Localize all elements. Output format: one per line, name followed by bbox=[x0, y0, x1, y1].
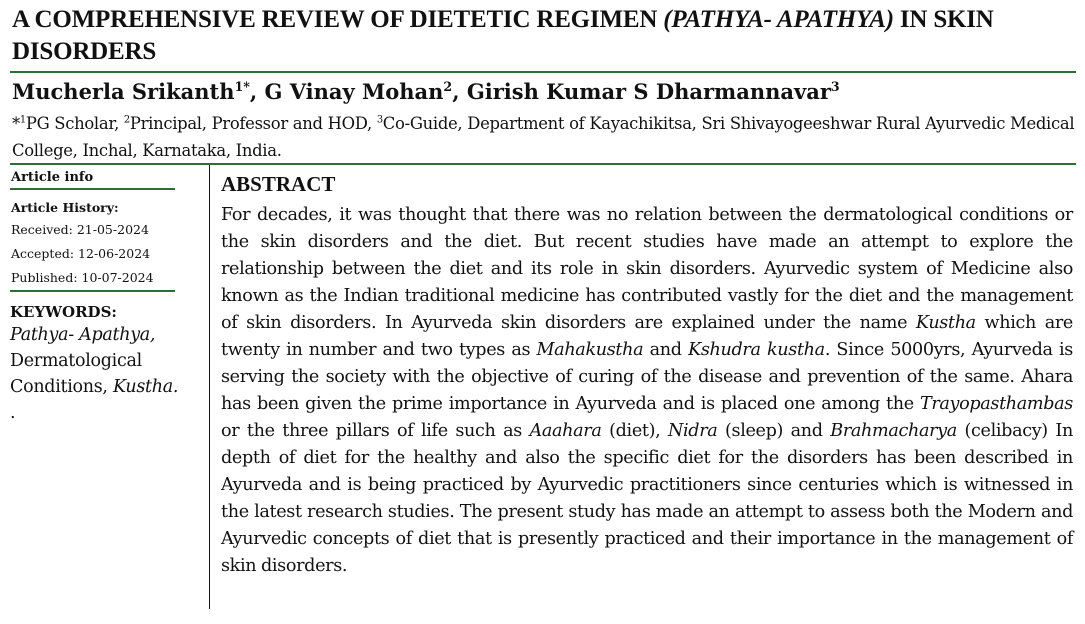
abstract-term: Kshudra kustha bbox=[688, 340, 825, 360]
article-history-heading: Article History: bbox=[11, 200, 119, 215]
article-info-heading: Article info bbox=[11, 170, 94, 185]
affiliation bbox=[12, 110, 1077, 164]
title-divider bbox=[10, 71, 1076, 73]
keyword: Kustha. bbox=[112, 377, 179, 397]
abstract-term: Nidra bbox=[667, 421, 718, 441]
sidebar-divider bbox=[10, 188, 175, 190]
keyword: Pathya- Apathya, bbox=[10, 325, 156, 345]
header-divider bbox=[10, 163, 1076, 165]
abstract-segment: (sleep) and bbox=[717, 421, 831, 441]
affil-role: Principal, Professor and HOD, bbox=[129, 114, 377, 133]
author-name: G Vinay Mohan bbox=[264, 79, 444, 104]
abstract-term: Brahmacharya bbox=[830, 421, 957, 441]
keywords-heading: KEYWORDS: bbox=[10, 303, 117, 321]
received-date: Received: 21-05-2024 bbox=[11, 222, 149, 237]
affil-role: Co-Guide, Department of Kayachikitsa, Sri Shivayogeeshwar Rural Ayurvedic Medical College, Inchal, Karnataka, India. bbox=[12, 114, 1075, 160]
keywords-list bbox=[10, 322, 180, 426]
paper-title bbox=[12, 4, 1072, 68]
affil-role: PG Scholar, bbox=[25, 114, 124, 133]
author-sup: 3 bbox=[830, 79, 840, 94]
title-italic: (PATHYA- APATHYA) bbox=[663, 6, 894, 33]
article-info-sidebar bbox=[10, 168, 180, 426]
title-text: A COMPREHENSIVE REVIEW OF DIETETIC REGIMEN bbox=[12, 6, 664, 33]
abstract-segment: (diet), bbox=[601, 421, 668, 441]
keyword-trailing: . bbox=[10, 403, 16, 423]
affil-sup: 3 bbox=[376, 114, 383, 126]
abstract-segment: For decades, it was thought that there was no relation between the dermatological conditions or the skin disorders and the diet. But recent studies have made an attempt to explore the relationship between the diet and its role in skin disorders. Ayurvedic system of Medicine also known as the Indian traditional medicine has contributed vastly for the diet and the management of skin disorders. In Ayurveda skin disorders are explained under the name bbox=[221, 205, 1073, 333]
abstract-segment: or the three pillars of life such as bbox=[221, 421, 530, 441]
accepted-date: Accepted: 12-06-2024 bbox=[11, 246, 151, 261]
published-date: Published: 10-07-2024 bbox=[11, 270, 154, 285]
affil-sup: 1 bbox=[19, 114, 26, 126]
author-name: Girish Kumar S Dharmannavar bbox=[466, 79, 831, 104]
keyword: Dermatological Conditions, bbox=[10, 351, 142, 397]
abstract-term: Trayopasthambas bbox=[919, 394, 1073, 414]
affil-prefix: * bbox=[12, 114, 20, 133]
abstract-segment: . Since 5000yrs, Ayurveda is serving the society with the objective of curing of the disease and prevention of the same. Ahara has been given the prime importance in Ayurveda and is placed one among the bbox=[221, 340, 1073, 414]
affil-sup: 2 bbox=[123, 114, 130, 126]
abstract-term: Kustha bbox=[915, 313, 976, 333]
abstract-segment: which are twenty in number and two types as bbox=[221, 313, 1073, 360]
abstract-text bbox=[221, 202, 1073, 580]
author-line: Mucherla Srikanth$^{1*}$, G Vinay Mohan$^2$, Girish Kumar S Dharmannavar$^3$ bbox=[12, 79, 840, 104]
abstract-segment: and bbox=[643, 340, 689, 360]
sidebar-divider bbox=[10, 290, 175, 292]
abstract-heading: ABSTRACT bbox=[221, 172, 336, 196]
author-name: Mucherla Srikanth bbox=[12, 79, 235, 104]
author-sup: 1* bbox=[234, 79, 250, 94]
author-sup: 2 bbox=[443, 79, 453, 94]
abstract-term: Aaahara bbox=[529, 421, 602, 441]
column-divider bbox=[209, 165, 210, 609]
abstract-segment: (celibacy) In depth of diet for the healthy and also the specific diet for the disorders has been described in Ayurveda and is being practiced by Ayurvedic practitioners since centuries which is witnessed in the latest research studies. The present study has made an attempt to assess both the Modern and Ayurvedic concepts of diet that is presently practiced and their importance in the management of skin disorders. bbox=[221, 421, 1073, 576]
title-text-end: IN SKIN DISORDERS bbox=[12, 6, 994, 65]
abstract-term: Mahakustha bbox=[536, 340, 644, 360]
